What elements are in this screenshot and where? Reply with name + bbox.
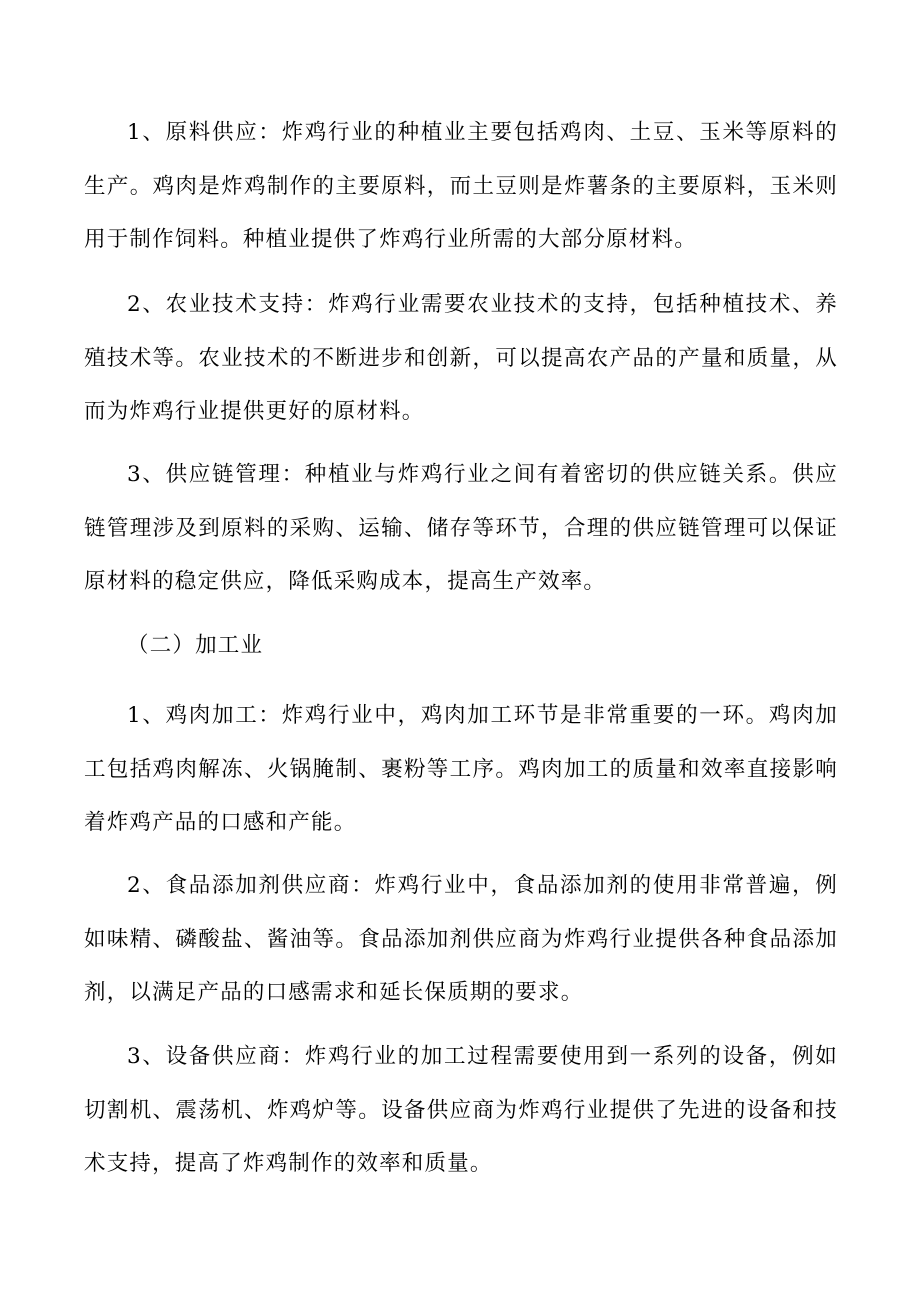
paragraph-agri-tech-support: 2、农业技术支持：炸鸡行业需要农业技术的支持，包括种植技术、养殖技术等。农业技术的不断进步和创新，可以提高农产品的产量和质量，从而为炸鸡行业提供更好的原材料。 [84, 292, 838, 424]
paragraph-equipment-suppliers: 3、设备供应商：炸鸡行业的加工过程需要使用到一系列的设备，例如切割机、震荡机、炸鸡炉等。设备供应商为炸鸡行业提供了先进的设备和技术支持，提高了炸鸡制作的效率和质量。 [84, 1044, 838, 1176]
paragraph-supply-chain-management: 3、供应链管理：种植业与炸鸡行业之间有着密切的供应链关系。供应链管理涉及到原料的采购、运输、储存等环节，合理的供应链管理可以保证原材料的稳定供应，降低采购成本，提高生产效率。 [84, 462, 838, 594]
section-heading-processing: （二）加工业 [127, 633, 264, 658]
paragraph-chicken-processing: 1、鸡肉加工：炸鸡行业中，鸡肉加工环节是非常重要的一环。鸡肉加工包括鸡肉解冻、火锅腌制、裹粉等工序。鸡肉加工的质量和效率直接影响着炸鸡产品的口感和产能。 [84, 703, 838, 835]
paragraph-food-additive-suppliers: 2、食品添加剂供应商：炸鸡行业中，食品添加剂的使用非常普遍，例如味精、磷酸盐、酱油等。食品添加剂供应商为炸鸡行业提供各种食品添加剂，以满足产品的口感需求和延长保质期的要求。 [84, 873, 838, 1005]
paragraph-raw-material-supply: 1、原料供应：炸鸡行业的种植业主要包括鸡肉、土豆、玉米等原料的生产。鸡肉是炸鸡制作的主要原料，而土豆则是炸薯条的主要原料，玉米则用于制作饲料。种植业提供了炸鸡行业所需的大部分原材料。 [84, 120, 838, 252]
